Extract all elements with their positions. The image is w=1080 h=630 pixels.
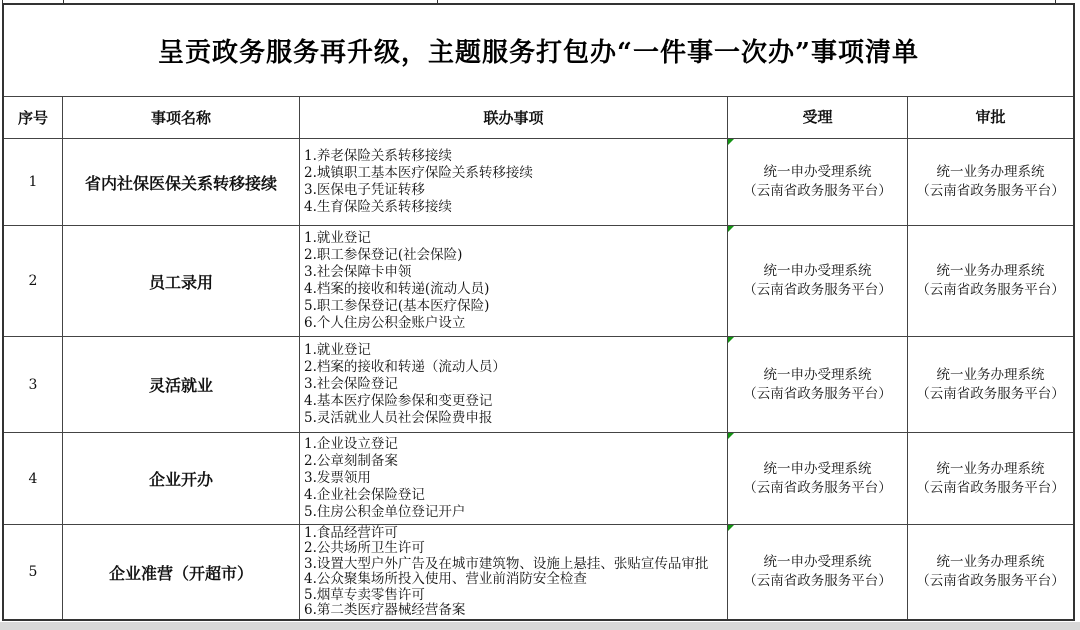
header-approval: 审批 (975, 108, 1006, 126)
joint-items-cell (300, 433, 728, 524)
acceptance-platform: （云南省政务服务平台） (743, 282, 892, 298)
page-title: 呈贡政务服务再升级，主题服务打包办“一件事一次办”事项清单 (158, 38, 919, 68)
joint-item-line: 4.生育保险关系转移接续 (304, 199, 452, 215)
row-number: 5 (4, 525, 63, 619)
joint-item-line: 5.灵活就业人员社会保险费申报 (304, 410, 493, 426)
excel-error-indicator-icon (728, 139, 734, 145)
approval-cell (908, 525, 1073, 619)
approval-system: 统一业务办理系统 (936, 554, 1045, 570)
excel-error-indicator-icon (728, 433, 734, 439)
joint-item-line: 3.社会保障卡申领 (304, 264, 412, 280)
joint-item-line: 2.城镇职工基本医疗保险关系转移接续 (304, 165, 533, 181)
approval-cell (908, 226, 1073, 336)
item-name: 省内社保医保关系转移接续 (63, 139, 300, 225)
item-name: 员工录用 (63, 226, 300, 336)
joint-item-line: 4.公众聚集场所投入使用、营业前消防安全检查 (304, 571, 587, 587)
service-items-table (2, 3, 1075, 621)
joint-items-cell (300, 226, 728, 336)
approval-system: 统一业务办理系统 (936, 366, 1045, 383)
table-row (4, 226, 1073, 337)
joint-items-cell (300, 525, 728, 619)
joint-item-line: 2.公章刻制备案 (304, 453, 398, 469)
acceptance-system: 统一申办受理系统 (763, 366, 872, 383)
joint-item-line: 5.职工参保登记(基本医疗保险) (304, 298, 490, 314)
acceptance-platform: （云南省政务服务平台） (743, 479, 892, 496)
joint-item-line: 2.档案的接收和转递（流动人员） (304, 359, 506, 375)
joint-item-line: 3.医保电子凭证转移 (304, 182, 425, 198)
approval-platform: （云南省政务服务平台） (916, 282, 1065, 298)
table-header-row (4, 97, 1073, 139)
joint-item-line: 6.个人住房公积金账户设立 (304, 315, 466, 331)
excel-error-indicator-icon (728, 337, 734, 343)
approval-cell (908, 139, 1073, 225)
joint-item-line: 5.烟草专卖零售许可 (304, 586, 425, 603)
joint-item-line: 4.企业社会保险登记 (304, 487, 425, 503)
joint-item-line: 1.企业设立登记 (304, 436, 398, 452)
acceptance-system: 统一申办受理系统 (763, 263, 872, 279)
table-row (4, 139, 1073, 226)
row-number: 4 (4, 433, 63, 524)
joint-items-cell (300, 139, 728, 225)
header-joint-items: 联办事项 (300, 97, 728, 138)
joint-item-line: 1.就业登记 (304, 342, 371, 358)
acceptance-cell (728, 226, 908, 336)
joint-item-line: 5.住房公积金单位登记开户 (304, 504, 466, 520)
acceptance-system: 统一申办受理系统 (763, 554, 872, 570)
approval-system: 统一业务办理系统 (936, 164, 1045, 180)
joint-item-line: 1.养老保险关系转移接续 (304, 148, 452, 164)
acceptance-cell (728, 433, 908, 524)
row-number: 3 (4, 337, 63, 432)
joint-item-line: 6.第二类医疗器械经营备案 (304, 602, 466, 618)
acceptance-cell (728, 139, 908, 225)
acceptance-platform: （云南省政务服务平台） (743, 385, 892, 402)
item-name: 企业开办 (63, 433, 300, 524)
header-item-name: 事项名称 (63, 97, 300, 138)
acceptance-cell (728, 525, 908, 619)
joint-item-line: 1.食品经营许可 (304, 524, 398, 541)
row-number: 2 (4, 226, 63, 336)
table-row (4, 337, 1073, 433)
approval-platform: （云南省政务服务平台） (916, 479, 1065, 496)
acceptance-system: 统一申办受理系统 (763, 460, 872, 477)
joint-item-line: 4.档案的接收和转递(流动人员) (304, 281, 490, 297)
acceptance-platform: （云南省政务服务平台） (743, 183, 892, 199)
approval-system: 统一业务办理系统 (936, 263, 1045, 279)
header-acceptance: 受理 (728, 97, 908, 138)
joint-item-line: 4.基本医疗保险参保和变更登记 (304, 393, 493, 409)
header-number: 序号 (4, 97, 63, 138)
table-row (4, 525, 1073, 619)
approval-platform: （云南省政务服务平台） (916, 385, 1065, 402)
acceptance-platform: （云南省政务服务平台） (743, 573, 892, 589)
approval-platform: （云南省政务服务平台） (916, 573, 1065, 589)
excel-error-indicator-icon (728, 525, 734, 531)
joint-items-cell (300, 337, 728, 432)
joint-item-line: 3.设置大型户外广告及在城市建筑物、设施上悬挂、张贴宣传品审批 (304, 555, 709, 572)
table-row (4, 433, 1073, 525)
approval-cell (908, 433, 1073, 524)
joint-item-line: 1.就业登记 (304, 230, 371, 246)
acceptance-cell (728, 337, 908, 432)
joint-item-line: 3.社会保险登记 (304, 376, 398, 392)
table-title-row (4, 5, 1073, 97)
joint-item-line: 2.职工参保登记(社会保险) (304, 247, 463, 263)
approval-platform: （云南省政务服务平台） (916, 183, 1065, 199)
item-name: 灵活就业 (63, 337, 300, 432)
approval-system: 统一业务办理系统 (936, 460, 1045, 477)
excel-error-indicator-icon (728, 226, 734, 232)
joint-item-line: 3.发票领用 (304, 470, 371, 486)
item-name: 企业准营（开超市） (63, 525, 300, 619)
row-number: 1 (4, 139, 63, 225)
joint-item-line: 2.公共场所卫生许可 (304, 540, 425, 556)
cropped-next-row-band (0, 622, 1080, 630)
approval-cell (908, 337, 1073, 432)
acceptance-system: 统一申办受理系统 (763, 164, 872, 180)
